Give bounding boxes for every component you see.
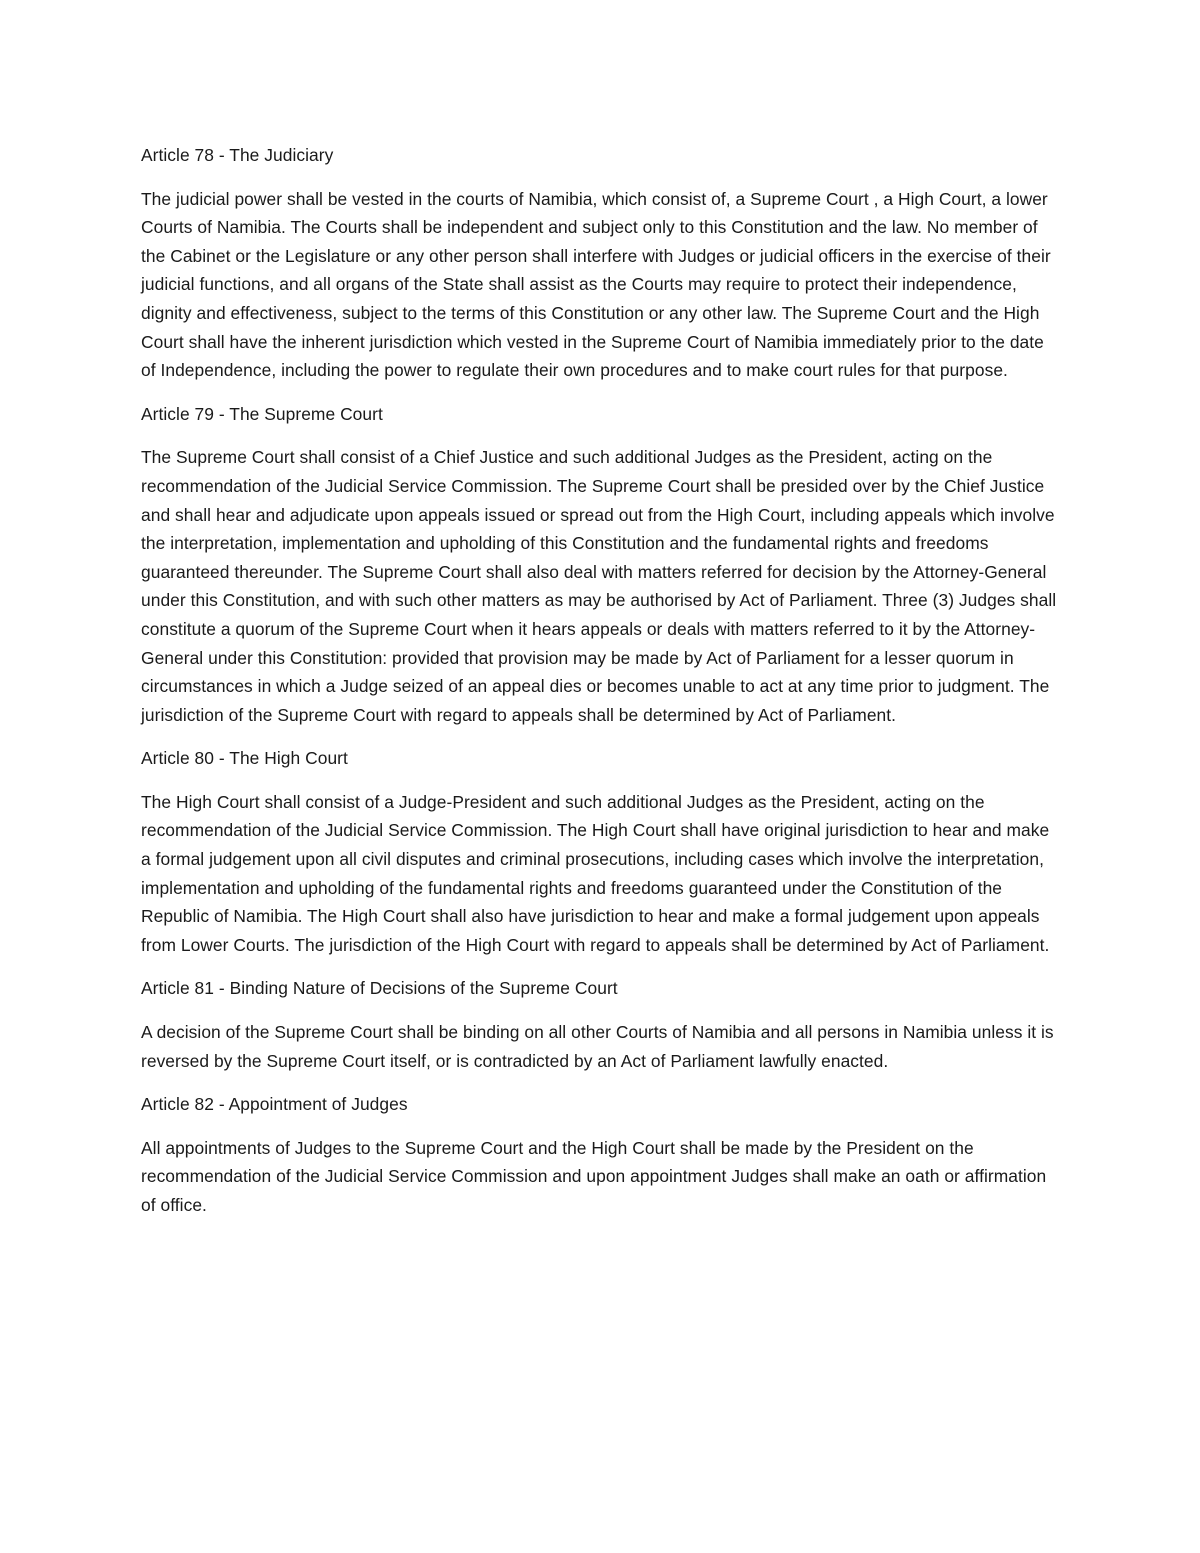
- article-81-heading: Article 81 - Binding Nature of Decisions of the Supreme Court: [141, 978, 618, 999]
- article-82-text: All appointments of Judges to the Supreme Court and the High Court shall be made by the President on the recommendation of the Judicial Service Commission and upon appointment Judges shall make an oath or affirmation of office.: [141, 1137, 1047, 1215]
- article-78-heading: Article 78 - The Judiciary: [141, 145, 334, 165]
- article-78-text: The judicial power shall be vested in the courts of Namibia, which consist of, a Supreme Court , a High Court, a lower Courts of Namibia. The Courts shall be independent and subject only to this Constitution and the law. No member of the Cabinet or the Legislature or any other person shall interfere with Judges or judicial officers in the exercise of their judicial functions, and all organs of the State shall assist as the Courts may require to protect their independence, dignity and effectiveness, subject to the terms of this Constitution or any other law. The Supreme Court and the High Court shall have the inherent jurisdiction which vested in the Supreme Court of Namibia immediately prior to the date of Independence, including the power to regulate their own procedures and to make court rules for that purpose.: [141, 188, 1051, 381]
- article-80-text: The High Court shall consist of a Judge-President and such additional Judges as the President, acting on the recommendation of the Judicial Service Commission. The High Court shall have original jurisdiction to hear and make a formal judgement upon all civil disputes and criminal prosecutions, including cases which involve the interpretation, implementation and upholding of the fundamental rights and freedoms guaranteed under the Constitution of the Republic of Namibia. The High Court shall also have jurisdiction to hear and make a formal judgement upon appeals from Lower Courts. The jurisdiction of the High Court with regard to appeals shall be determined by Act of Parliament.: [141, 791, 1050, 955]
- article-82-heading: Article 82 - Appointment of Judges: [141, 1094, 408, 1115]
- document-body: [141, 141, 1063, 1235]
- article-81-text: A decision of the Supreme Court shall be binding on all other Courts of Namibia and all persons in Namibia unless it is reversed by the Supreme Court itself, or is contradicted by an Act of Parliament lawfully enacted.: [141, 1022, 1054, 1071]
- article-80-heading: Article 80 - The High Court: [141, 748, 348, 769]
- article-79-heading: Article 79 - The Supreme Court: [141, 403, 383, 424]
- article-79-text: The Supreme Court shall consist of a Chief Justice and such additional Judges as the President, acting on the recommendation of the Judicial Service Commission. The Supreme Court shall be presided over by the Chief Justice and shall hear and adjudicate upon appeals issued or spread out from the High Court, including appeals which involve the interpretation, implementation and upholding of this Constitution and the fundamental rights and freedoms guaranteed thereunder. The Supreme Court shall also deal with matters referred for decision by the Attorney-General under this Constitution, and with such other matters as may be authorised by Act of Parliament. Three (3) Judges shall constitute a quorum of the Supreme Court when it hears appeals or deals with matters referred to it by the Attorney-General under this Constitution: provided that provision may be made by Act of Parliament for a lesser quorum in circumstances in which a Judge seized of an appeal dies or becomes unable to act at any time prior to judgment. The jurisdiction of the Supreme Court with regard to appeals shall be determined by Act of Parliament.: [141, 447, 1057, 725]
